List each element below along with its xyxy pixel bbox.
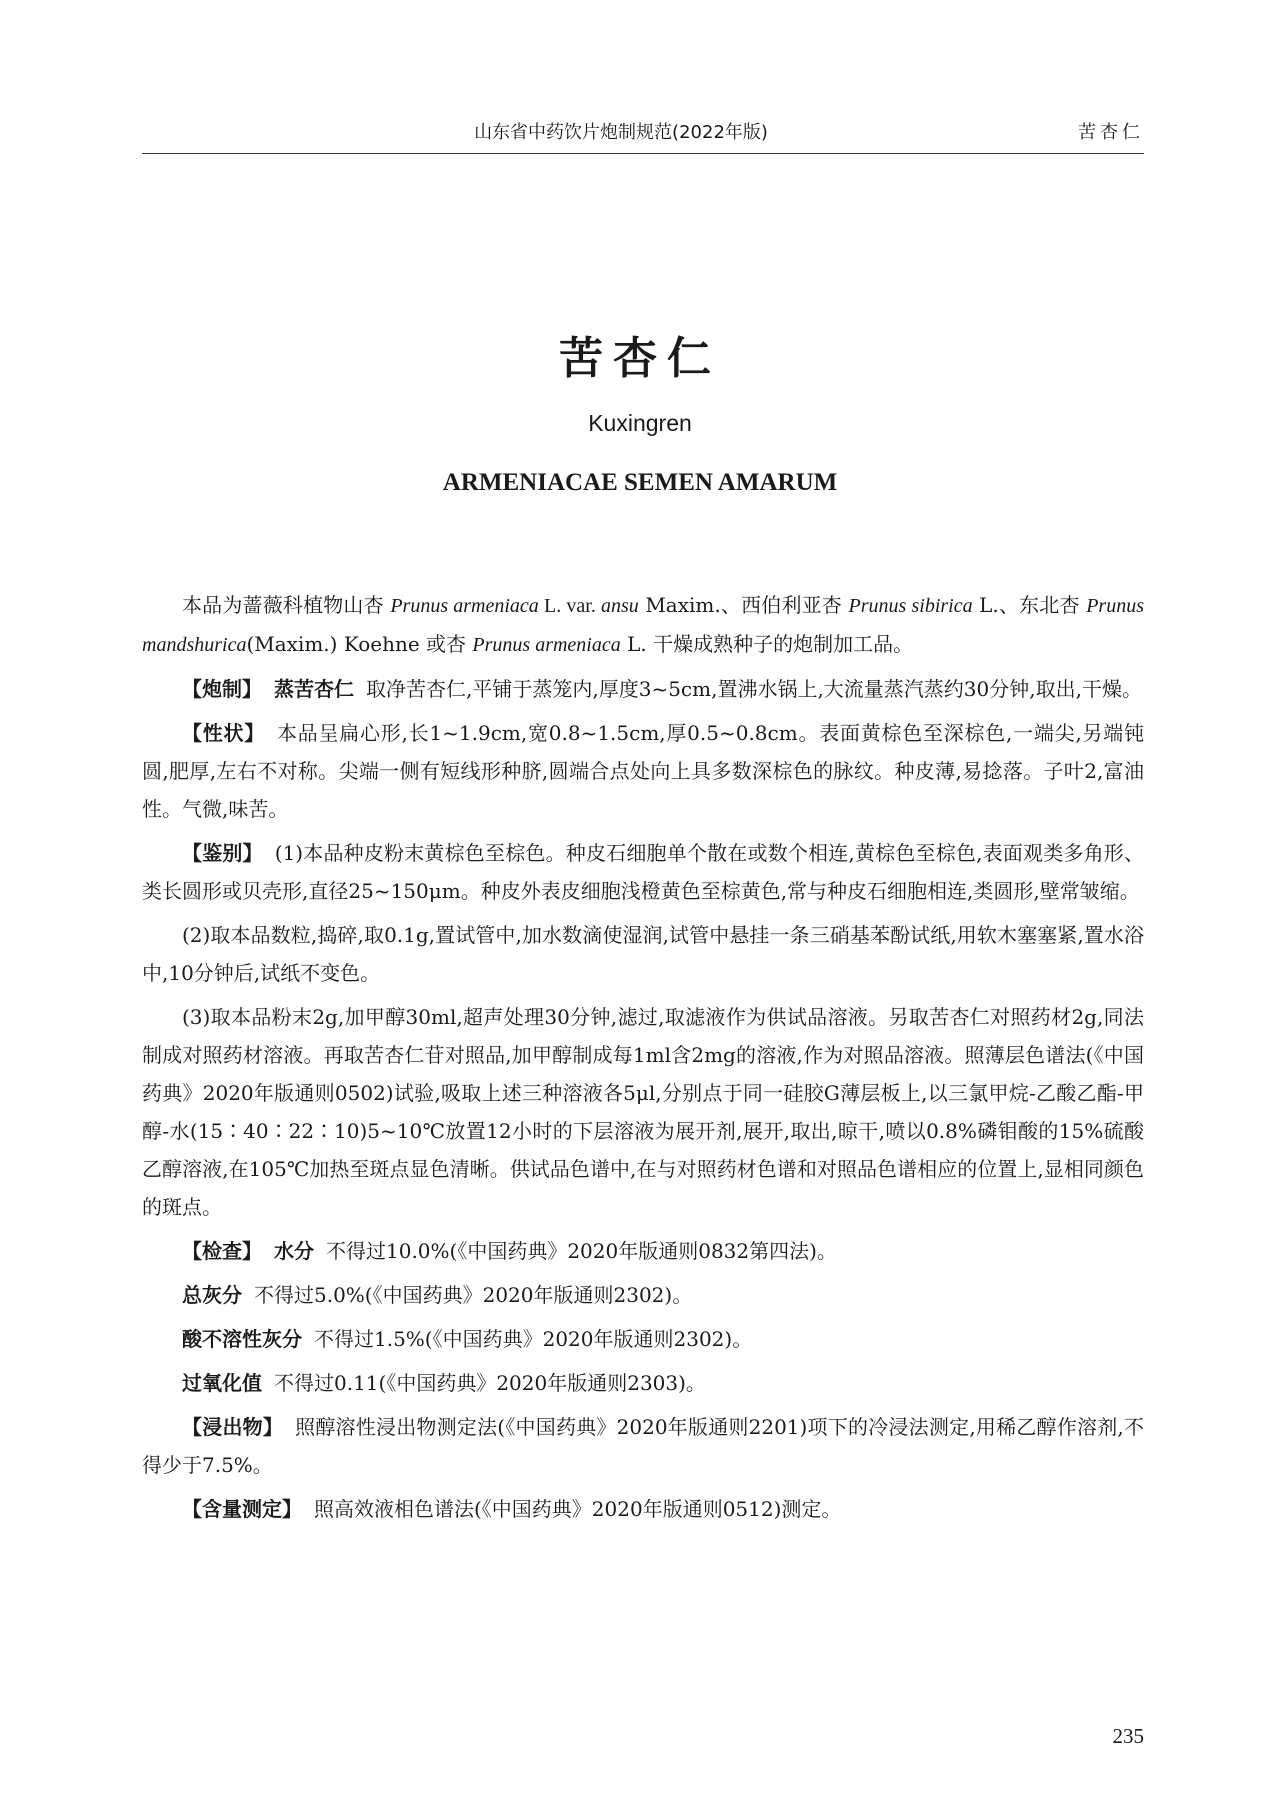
peroxide-value-item <box>142 1364 1144 1402</box>
intro-text: 本品为蔷薇科植物山杏 <box>182 593 391 617</box>
identification-text-2: (2)取本品数粒,捣碎,取0.1g,置试管中,加水数滴使湿润,试管中悬挂一条三硝基苯酚试纸,用软木塞塞紧,置水浴中,10分钟后,试纸不变色。 <box>142 923 1144 985</box>
monograph-latin-name: ARMENIACAE SEMEN AMARUM <box>442 469 838 496</box>
processing-label: 【炮制】 <box>182 677 262 701</box>
intro-text: (Maxim.) Koehne 或杏 <box>246 632 473 656</box>
entry-name: 苦杏仁 <box>1078 122 1144 143</box>
total-ash-text: 不得过5.0%(《中国药典》2020年版通则2302)。 <box>254 1283 693 1307</box>
species-name: Prunus armeniaca <box>472 634 621 656</box>
identification-paragraph-2 <box>142 916 1144 992</box>
identification-text-1: (1)本品种皮粉末黄棕色至棕色。种皮石细胞单个散在或数个相连,黄棕色至棕色,表面观类多角形、类长圆形或贝壳形,直径25~150μm。种皮外表皮细胞浅橙黄色至棕黄色,常与种皮石细胞相连,类圆形,壁常皱缩。 <box>142 841 1145 903</box>
total-ash-item <box>142 1276 1144 1314</box>
monograph-pinyin: Kuxingren <box>588 410 692 436</box>
intro-paragraph <box>142 586 1144 664</box>
running-header <box>142 112 1144 152</box>
description-text: 本品呈扁心形,长1~1.9cm,宽0.8~1.5cm,厚0.5~0.8cm。表面黄棕色至深棕色,一端尖,另端钝圆,肥厚,左右不对称。尖端一侧有短线形种脐,圆端合点处向上具多数深棕色的脉纹。种皮薄,易捻落。子叶2,富油性。气微,味苦。 <box>142 721 1144 821</box>
page-number: 235 <box>1112 1724 1144 1748</box>
intro-text: L. var. <box>538 595 601 617</box>
acid-insoluble-ash-text: 不得过1.5%(《中国药典》2020年版通则2302)。 <box>314 1327 753 1351</box>
identification-section <box>142 834 1144 910</box>
extract-section <box>142 1408 1144 1484</box>
processing-section <box>142 670 1144 708</box>
moisture-label: 水分 <box>274 1239 314 1263</box>
processing-method-label: 蒸苦杏仁 <box>274 677 354 701</box>
species-name: Prunus mandshurica <box>142 595 1144 656</box>
peroxide-value-text: 不得过0.11(《中国药典》2020年版通则2303)。 <box>274 1371 706 1395</box>
moisture-text: 不得过10.0%(《中国药典》2020年版通则0832第四法)。 <box>326 1239 837 1263</box>
assay-section <box>142 1490 1144 1528</box>
identification-text-3: (3)取本品粉末2g,加甲醇30ml,超声处理30分钟,滤过,取滤液作为供试品溶液。另取苦杏仁对照药材2g,同法制成对照药材溶液。再取苦杏仁苷对照品,加甲醇制成每1ml含2mg的溶液,作为对照品溶液。照薄层色谱法(《中国药典》2020年版通则0502)试验,吸取上述三种溶液各5μl,分别点于同一硅胶G薄层板上,以三氯甲烷-乙酸乙酯-甲醇-水(15∶40∶22∶10)5~10℃放置12小时的下层溶液为展开剂,展开,取出,晾干,喷以0.8%磷钼酸的15%硫酸乙醇溶液,在105℃加热至斑点显色清晰。供试品色谱中,在与对照药材色谱和对照品色谱相应的位置上,显相同颜色的斑点。 <box>142 1005 1144 1219</box>
monograph-body <box>142 586 1144 1534</box>
identification-paragraph-3 <box>142 998 1144 1226</box>
processing-text: 取净苦杏仁,平铺于蒸笼内,厚度3~5cm,置沸水锅上,大流量蒸汽蒸约30分钟,取出,干燥。 <box>366 677 1142 701</box>
acid-insoluble-ash-item <box>142 1320 1144 1358</box>
assay-text: 照高效液相色谱法(《中国药典》2020年版通则0512)测定。 <box>314 1497 842 1521</box>
peroxide-value-label: 过氧化值 <box>182 1371 262 1395</box>
inspection-label: 【检查】 <box>182 1239 262 1263</box>
extract-label: 【浸出物】 <box>182 1415 284 1439</box>
description-label: 【性状】 <box>182 721 266 745</box>
extract-text: 照醇溶性浸出物测定法(《中国药典》2020年版通则2201)项下的冷浸法测定,用稀乙醇作溶剂,不得少于7.5%。 <box>142 1415 1145 1477</box>
intro-text: L.、东北杏 <box>972 593 1087 617</box>
species-name: Prunus sibirica <box>848 595 973 617</box>
inspection-section <box>142 1232 1144 1270</box>
monograph-title: 苦杏仁 <box>559 333 721 384</box>
assay-label: 【含量测定】 <box>182 1497 302 1521</box>
description-section <box>142 714 1144 828</box>
species-name: Prunus armeniaca <box>390 595 539 617</box>
identification-label: 【鉴别】 <box>182 841 263 865</box>
acid-insoluble-ash-label: 酸不溶性灰分 <box>182 1327 302 1351</box>
book-title: 山东省中药饮片炮制规范(2022年版) <box>474 122 768 143</box>
variety-name: ansu <box>601 595 639 617</box>
total-ash-label: 总灰分 <box>182 1283 242 1307</box>
intro-text: Maxim.、西伯利亚杏 <box>638 593 849 617</box>
header-rule <box>142 153 1144 154</box>
intro-text: L. 干燥成熟种子的炮制加工品。 <box>620 632 914 656</box>
